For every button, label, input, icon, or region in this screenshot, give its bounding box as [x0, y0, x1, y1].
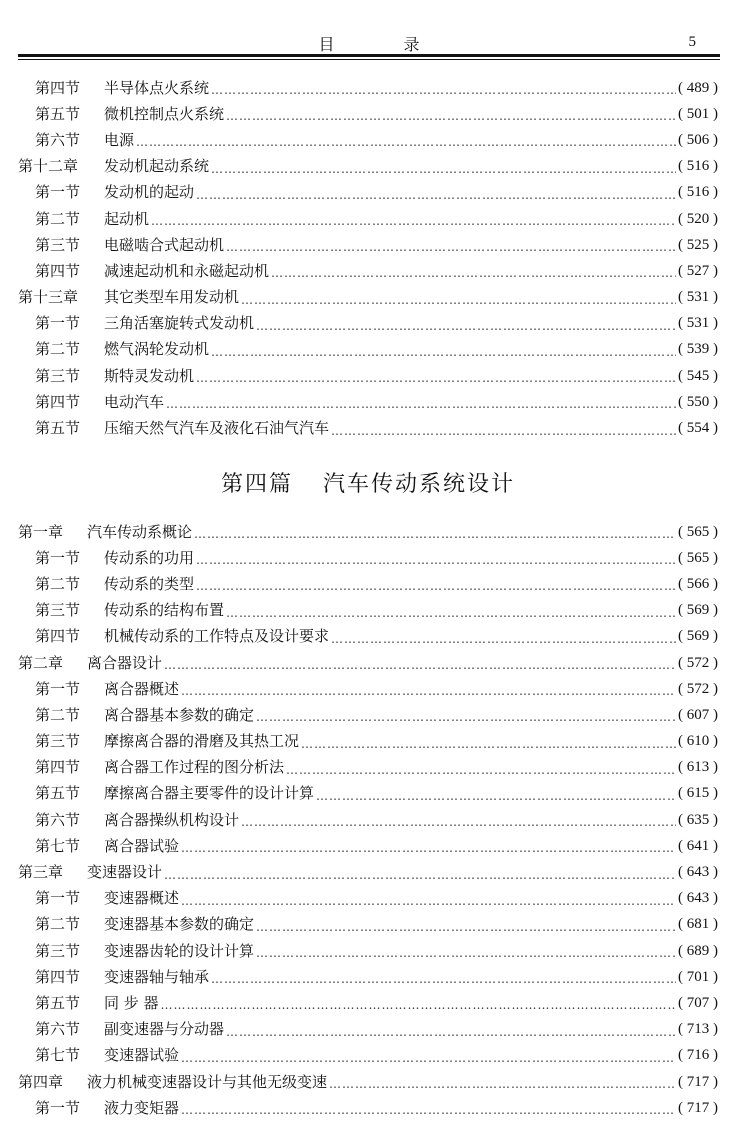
toc-entry-page: ( 707 ) [678, 994, 718, 1011]
toc-entry-page: ( 531 ) [678, 289, 718, 306]
toc-entry-number: 第一节 [35, 889, 81, 908]
toc-entry-title: 离合器试验 [104, 836, 180, 855]
toc-section-row [18, 938, 718, 964]
toc-entry-title: 同 步 器 [104, 993, 159, 1012]
toc-section-row [18, 598, 718, 624]
toc-section-row [18, 807, 718, 833]
toc-entry-page: ( 489 ) [678, 79, 718, 96]
toc-leader-dots [226, 1026, 676, 1038]
toc-leader-dots [181, 842, 676, 854]
toc-entry-number: 第四章 [18, 1072, 64, 1091]
toc-leader-dots [196, 372, 676, 384]
toc-entry-page: ( 516 ) [678, 184, 718, 201]
toc-entry-number: 第六节 [35, 1020, 81, 1039]
toc-leader-dots [161, 999, 676, 1011]
toc-section-row [18, 1043, 718, 1069]
toc-entry-number: 第四节 [35, 392, 81, 411]
header-rule-thin [18, 59, 720, 60]
toc-leader-dots [181, 685, 676, 697]
toc-entry-page: ( 565 ) [678, 523, 718, 540]
toc-entry-page: ( 565 ) [678, 549, 718, 566]
toc-section-row [18, 206, 718, 232]
toc-entry-title: 变速器基本参数的确定 [104, 915, 255, 934]
toc-section-row [18, 702, 718, 728]
toc-block-2 [18, 519, 718, 1121]
toc-entry-number: 第七节 [35, 1046, 81, 1065]
toc-entry-title: 汽车传动系概论 [87, 522, 193, 541]
toc-leader-dots [241, 816, 676, 828]
toc-section-row [18, 912, 718, 938]
toc-entry-number: 第三节 [35, 941, 81, 960]
toc-entry-number: 第四节 [35, 261, 81, 280]
toc-leader-dots [226, 110, 676, 122]
toc-entry-page: ( 572 ) [678, 680, 718, 697]
toc-section-row [18, 729, 718, 755]
toc-section-row [18, 311, 718, 337]
toc-entry-number: 第三节 [35, 732, 81, 751]
toc-entry-number: 第五节 [35, 784, 81, 803]
toc-entry-number: 第五节 [35, 993, 81, 1012]
toc-entry-title: 机械传动系的工作特点及设计要求 [104, 627, 330, 646]
toc-section-row [18, 676, 718, 702]
toc-entry-number: 第四节 [35, 627, 81, 646]
toc-entry-title: 发动机的起动 [104, 183, 195, 202]
toc-entry-number: 第四节 [35, 78, 81, 97]
toc-entry-page: ( 539 ) [678, 341, 718, 358]
toc-entry-number: 第一章 [18, 522, 64, 541]
toc-leader-dots [211, 346, 676, 358]
toc-entry-number: 第一节 [35, 1098, 81, 1117]
toc-entry-title: 离合器操纵机构设计 [104, 810, 240, 829]
toc-leader-dots [164, 869, 676, 881]
toc-entry-page: ( 506 ) [678, 131, 718, 148]
toc-leader-dots [196, 554, 676, 566]
header-title: 目 录 [318, 35, 452, 54]
toc-leader-dots [211, 163, 676, 175]
toc-leader-dots [256, 921, 676, 933]
toc-entry-page: ( 520 ) [678, 210, 718, 227]
toc-section-row [18, 180, 718, 206]
toc-entry-number: 第三节 [35, 601, 81, 620]
toc-entry-page: ( 643 ) [678, 890, 718, 907]
toc-leader-dots [164, 659, 676, 671]
toc-entry-number: 第一节 [35, 183, 81, 202]
toc-entry-number: 第二节 [35, 574, 81, 593]
toc-entry-title: 电源 [104, 130, 135, 149]
toc-leader-dots [331, 633, 676, 645]
toc-entry-page: ( 566 ) [678, 575, 718, 592]
part-heading [0, 467, 736, 498]
toc-entry-number: 第四节 [35, 758, 81, 777]
toc-leader-dots [211, 84, 676, 96]
toc-leader-dots [151, 215, 676, 227]
page-header [18, 28, 720, 58]
toc-leader-dots [256, 320, 676, 332]
toc-section-row [18, 545, 718, 571]
toc-entry-number: 第一节 [35, 314, 81, 333]
toc-entry-title: 电磁啮合式起动机 [104, 235, 225, 254]
toc-entry-number: 第二节 [35, 705, 81, 724]
toc-leader-dots [166, 398, 676, 410]
toc-entry-page: ( 531 ) [678, 315, 718, 332]
toc-leader-dots [196, 580, 676, 592]
toc-entry-title: 电动汽车 [104, 392, 165, 411]
toc-entry-title: 变速器概述 [104, 889, 180, 908]
toc-leader-dots [136, 136, 676, 148]
toc-entry-page: ( 525 ) [678, 236, 718, 253]
toc-entry-page: ( 613 ) [678, 759, 718, 776]
toc-entry-page: ( 717 ) [678, 1099, 718, 1116]
toc-entry-title: 离合器工作过程的图分析法 [104, 758, 285, 777]
toc-entry-page: ( 527 ) [678, 262, 718, 279]
toc-section-row [18, 258, 718, 284]
toc-leader-dots [331, 425, 676, 437]
toc-entry-page: ( 516 ) [678, 158, 718, 175]
toc-entry-page: ( 643 ) [678, 864, 718, 881]
toc-leader-dots [286, 764, 676, 776]
toc-chapter-row [18, 519, 718, 545]
toc-section-row [18, 781, 718, 807]
toc-chapter-row [18, 859, 718, 885]
toc-entry-title: 摩擦离合器主要零件的设计计算 [104, 784, 315, 803]
toc-entry-page: ( 501 ) [678, 105, 718, 122]
toc-leader-dots [211, 973, 676, 985]
toc-block-1 [18, 75, 718, 442]
toc-entry-title: 变速器试验 [104, 1046, 180, 1065]
toc-section-row [18, 101, 718, 127]
toc-entry-number: 第七节 [35, 836, 81, 855]
header-rule-thick [18, 54, 720, 57]
toc-entry-number: 第一节 [35, 548, 81, 567]
toc-entry-title: 斯特灵发动机 [104, 366, 195, 385]
toc-entry-page: ( 554 ) [678, 420, 718, 437]
toc-section-row [18, 363, 718, 389]
toc-section-row [18, 833, 718, 859]
toc-entry-number: 第三节 [35, 235, 81, 254]
toc-leader-dots [256, 947, 676, 959]
toc-chapter-row [18, 154, 718, 180]
toc-section-row [18, 127, 718, 153]
toc-entry-number: 第十三章 [18, 288, 79, 307]
toc-leader-dots [316, 790, 676, 802]
toc-entry-title: 三角活塞旋转式发动机 [104, 314, 255, 333]
toc-entry-page: ( 689 ) [678, 942, 718, 959]
header-page-number: 5 [688, 34, 696, 50]
toc-entry-page: ( 716 ) [678, 1047, 718, 1064]
toc-entry-number: 第六节 [35, 810, 81, 829]
toc-chapter-row [18, 1069, 718, 1095]
toc-section-row [18, 415, 718, 441]
toc-entry-page: ( 569 ) [678, 628, 718, 645]
toc-section-row [18, 886, 718, 912]
part-label: 第四篇 [220, 472, 293, 497]
toc-section-row [18, 571, 718, 597]
toc-entry-title: 摩擦离合器的滑磨及其热工况 [104, 732, 300, 751]
toc-section-row [18, 1095, 718, 1121]
toc-entry-number: 第五节 [35, 419, 81, 438]
toc-section-row [18, 232, 718, 258]
toc-section-row [18, 389, 718, 415]
toc-leader-dots [256, 711, 676, 723]
toc-section-row [18, 624, 718, 650]
toc-entry-page: ( 569 ) [678, 602, 718, 619]
toc-entry-number: 第三节 [35, 366, 81, 385]
toc-entry-number: 第六节 [35, 130, 81, 149]
toc-leader-dots [196, 189, 676, 201]
toc-entry-title: 副变速器与分动器 [104, 1020, 225, 1039]
toc-entry-title: 液力机械变速器设计与其他无级变速 [87, 1072, 328, 1091]
toc-entry-title: 离合器设计 [87, 653, 163, 672]
toc-entry-page: ( 545 ) [678, 367, 718, 384]
toc-entry-title: 燃气涡轮发动机 [104, 340, 210, 359]
toc-leader-dots [226, 607, 676, 619]
toc-entry-number: 第三章 [18, 863, 64, 882]
toc-leader-dots [226, 241, 676, 253]
toc-entry-number: 第四节 [35, 967, 81, 986]
toc-entry-title: 传动系的类型 [104, 574, 195, 593]
toc-section-row [18, 990, 718, 1016]
toc-leader-dots [181, 895, 676, 907]
toc-entry-page: ( 615 ) [678, 785, 718, 802]
toc-entry-title: 压缩天然气汽车及液化石油气汽车 [104, 419, 330, 438]
toc-entry-title: 半导体点火系统 [104, 78, 210, 97]
toc-entry-number: 第五节 [35, 104, 81, 123]
toc-entry-page: ( 572 ) [678, 654, 718, 671]
toc-entry-title: 离合器基本参数的确定 [104, 705, 255, 724]
toc-entry-title: 变速器齿轮的设计计算 [104, 941, 255, 960]
toc-entry-title: 起动机 [104, 209, 150, 228]
toc-leader-dots [241, 294, 676, 306]
toc-leader-dots [194, 528, 676, 540]
toc-entry-title: 减速起动机和永磁起动机 [104, 261, 270, 280]
toc-entry-page: ( 550 ) [678, 393, 718, 410]
toc-entry-page: ( 681 ) [678, 916, 718, 933]
toc-leader-dots [301, 738, 676, 750]
toc-entry-title: 微机控制点火系统 [104, 104, 225, 123]
toc-entry-number: 第二节 [35, 340, 81, 359]
toc-entry-title: 液力变矩器 [104, 1098, 180, 1117]
toc-entry-page: ( 635 ) [678, 811, 718, 828]
toc-leader-dots [181, 1104, 676, 1116]
toc-leader-dots [271, 267, 676, 279]
toc-entry-page: ( 641 ) [678, 837, 718, 854]
toc-entry-number: 第二章 [18, 653, 64, 672]
toc-entry-page: ( 717 ) [678, 1073, 718, 1090]
toc-leader-dots [329, 1078, 676, 1090]
toc-entry-title: 传动系的功用 [104, 548, 195, 567]
toc-entry-number: 第二节 [35, 915, 81, 934]
toc-entry-page: ( 607 ) [678, 706, 718, 723]
toc-entry-page: ( 713 ) [678, 1021, 718, 1038]
toc-entry-title: 传动系的结构布置 [104, 601, 225, 620]
toc-section-row [18, 1017, 718, 1043]
part-title: 汽车传动系统设计 [323, 472, 516, 497]
toc-entry-page: ( 701 ) [678, 968, 718, 985]
toc-section-row [18, 964, 718, 990]
toc-entry-number: 第十二章 [18, 157, 79, 176]
toc-chapter-row [18, 285, 718, 311]
toc-leader-dots [181, 1052, 676, 1064]
toc-entry-title: 变速器设计 [87, 863, 163, 882]
toc-entry-title: 发动机起动系统 [104, 157, 210, 176]
toc-section-row [18, 75, 718, 101]
toc-chapter-row [18, 650, 718, 676]
toc-entry-title: 离合器概述 [104, 679, 180, 698]
toc-entry-title: 变速器轴与轴承 [104, 967, 210, 986]
toc-section-row [18, 337, 718, 363]
toc-section-row [18, 755, 718, 781]
toc-entry-title: 其它类型车用发动机 [104, 288, 240, 307]
toc-entry-number: 第一节 [35, 679, 81, 698]
toc-entry-number: 第二节 [35, 209, 81, 228]
toc-entry-page: ( 610 ) [678, 733, 718, 750]
